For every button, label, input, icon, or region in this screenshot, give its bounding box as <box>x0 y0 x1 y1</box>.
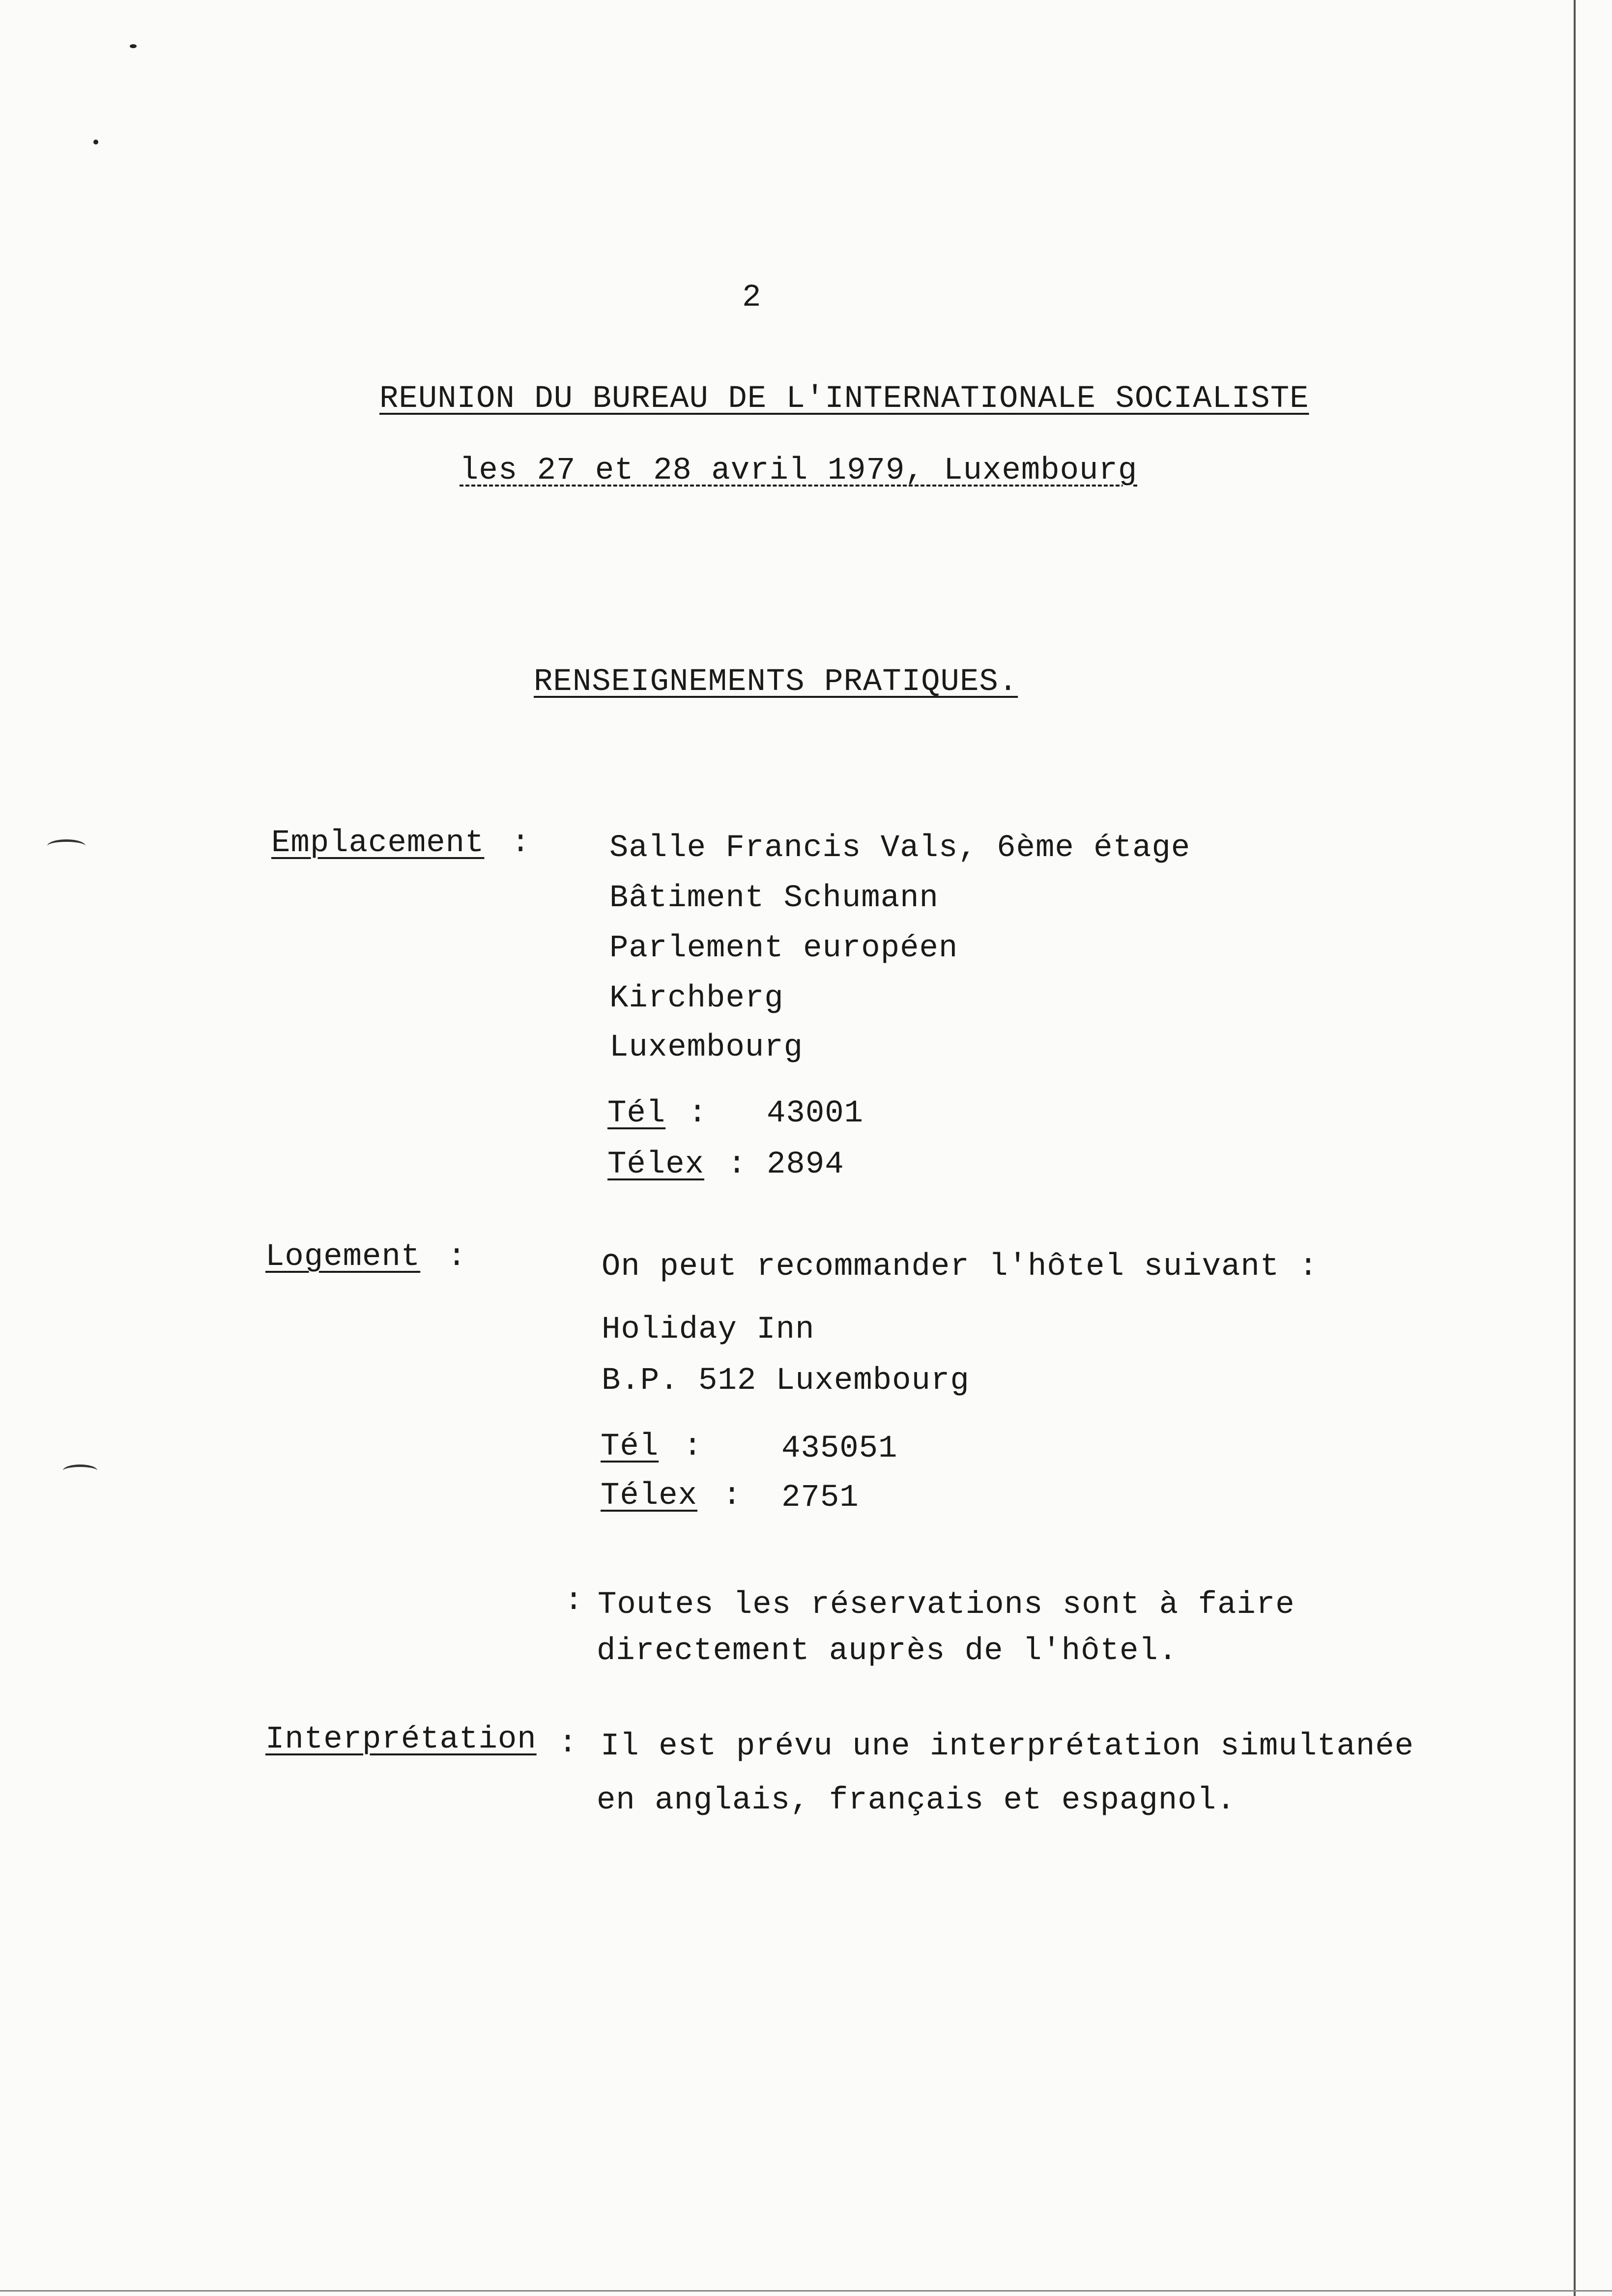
logement-telex-value: 2751 <box>781 1480 859 1516</box>
logement-note-line: Toutes les réservations sont à faire <box>598 1587 1295 1623</box>
logement-intro: On peut recommander l'hôtel suivant : <box>602 1249 1319 1285</box>
logement-telex-label: Télex <box>601 1478 698 1514</box>
emplacement-line: Bâtiment Schumann <box>609 881 939 916</box>
emplacement-line: Kirchberg <box>609 981 784 1016</box>
scan-speck <box>93 140 98 144</box>
interpretation-line: Il est prévu une interprétation simultanée <box>601 1729 1414 1764</box>
punch-mark <box>63 1464 97 1477</box>
interpretation-line: en anglais, français et espagnol. <box>597 1783 1236 1818</box>
emplacement-colon: : <box>511 826 531 861</box>
emplacement-telex-value: 2894 <box>767 1147 844 1182</box>
emplacement-tel-label: Tél <box>607 1096 666 1131</box>
document-title: REUNION DU BUREAU DE L'INTERNATIONALE SOCIALISTE <box>379 381 1309 417</box>
interpretation-label: Interprétation <box>265 1722 537 1757</box>
section-heading: RENSEIGNEMENTS PRATIQUES. <box>534 664 1018 700</box>
emplacement-telex-label: Télex <box>607 1147 705 1182</box>
logement-colon: : <box>447 1239 467 1275</box>
emplacement-line: Luxembourg <box>609 1030 804 1065</box>
page-number: 2 <box>742 280 762 316</box>
emplacement-label: Emplacement <box>271 826 485 861</box>
logement-note-colon: : <box>564 1583 584 1619</box>
page-edge-line <box>1574 0 1576 2296</box>
logement-tel-label: Tél <box>601 1429 659 1464</box>
logement-note-line: directement auprès de l'hôtel. <box>597 1634 1178 1669</box>
emplacement-tel-colon: : <box>688 1096 708 1131</box>
emplacement-line: Salle Francis Vals, 6ème étage <box>609 831 1191 866</box>
logement-label: Logement <box>265 1239 421 1275</box>
punch-mark <box>47 839 86 853</box>
document-subtitle: les 27 et 28 avril 1979, Luxembourg <box>460 453 1138 488</box>
interpretation-colon: : <box>558 1726 578 1761</box>
emplacement-telex-colon: : <box>727 1147 747 1182</box>
logement-line: B.P. 512 Luxembourg <box>602 1363 970 1399</box>
page-edge-bottom <box>0 2290 1612 2292</box>
logement-tel-value: 435051 <box>781 1431 898 1466</box>
emplacement-line: Parlement européen <box>609 931 958 966</box>
scan-speck <box>130 44 137 48</box>
logement-telex-colon: : <box>722 1478 742 1514</box>
emplacement-tel-value: 43001 <box>767 1096 864 1131</box>
logement-tel-colon: : <box>683 1429 703 1464</box>
logement-line: Holiday Inn <box>602 1312 815 1348</box>
